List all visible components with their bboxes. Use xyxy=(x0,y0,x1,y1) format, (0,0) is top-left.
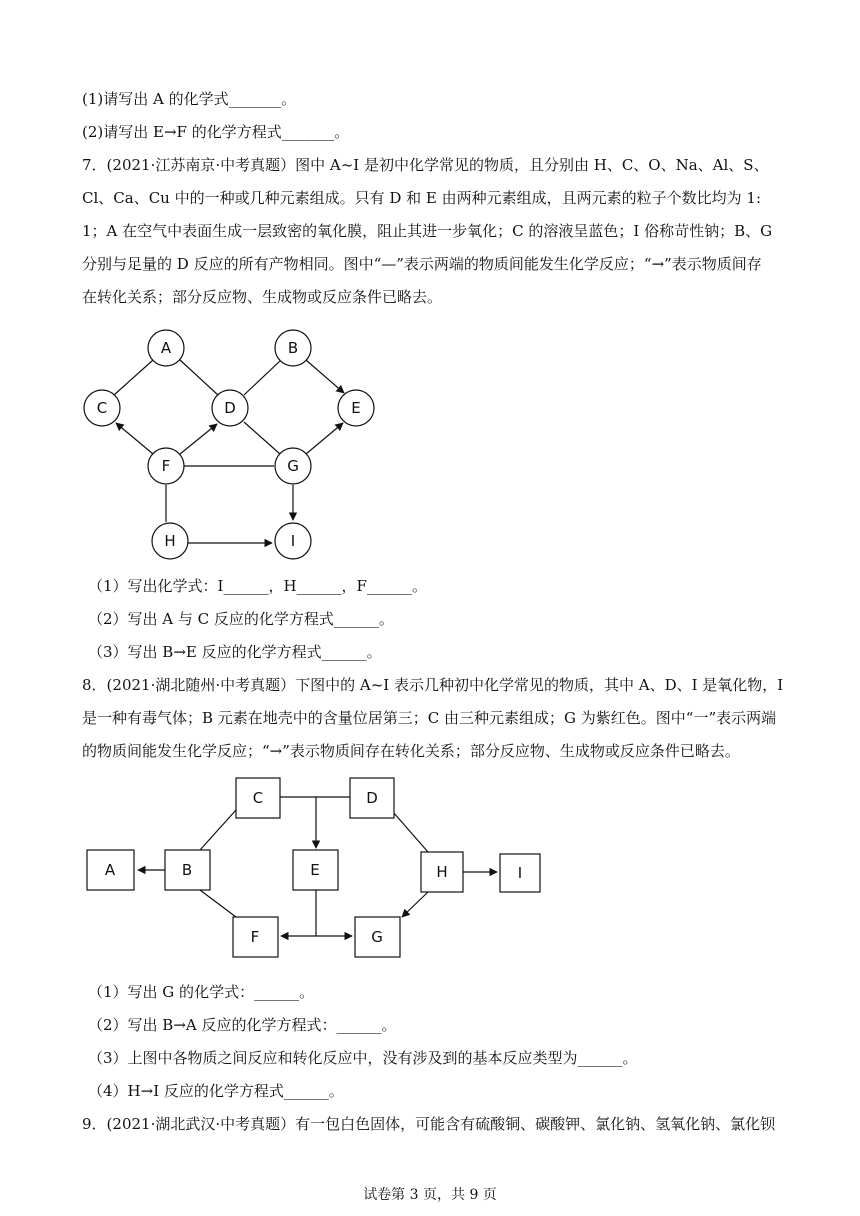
q8-label-f: F xyxy=(250,928,260,946)
q7-diagram xyxy=(114,360,344,543)
q6-sub1: (1)请写出 A 的化学式_______。 xyxy=(82,90,297,108)
q8-line-1: 8．(2021·湖北随州·中考真题）下图中的 A~I 表示几种初中化学常见的物质，其中 A、D、I 是氧化物，I xyxy=(82,676,784,694)
q8-question-3: （3）上图中各物质之间反应和转化反应中，没有涉及到的基本反应类型为______。 xyxy=(88,1049,638,1067)
q8-label-g: G xyxy=(371,928,383,946)
q8-edge-d-h xyxy=(393,812,428,852)
q7-line-3: 1；A 在空气中表面生成一层致密的氧化膜，阻止其进一步氧化；C 的溶液呈蓝色；I 俗称苛性钠；B、G xyxy=(82,222,773,240)
q7-label-i: I xyxy=(290,532,296,550)
q7-edge-a-d xyxy=(180,360,218,395)
q7-line-5: 在转化关系；部分反应物、生成物或反应条件已略去。 xyxy=(82,288,443,306)
q7-question-2: （2）写出 A 与 C 反应的化学方程式______。 xyxy=(88,610,394,628)
q7-arrow-g-e xyxy=(306,423,343,454)
q7-label-f: F xyxy=(161,457,171,475)
q7-line-4: 分别与足量的 D 反应的所有产物相同。图中“—”表示两端的物质间能发生化学反应；“→”表示物质间存 xyxy=(82,255,762,273)
q8-line-2: 是一种有毒气体；B 元素在地壳中的含量位居第三；C 由三种元素组成；G 为紫红色。图中“一”表示两端 xyxy=(82,709,777,727)
q7-label-b: B xyxy=(287,339,299,357)
q8-edge-b-f xyxy=(200,890,236,917)
q7-arrow-f-d xyxy=(180,424,217,454)
q7-question-3: （3）写出 B→E 反应的化学方程式______。 xyxy=(88,643,382,661)
q7-label-a: A xyxy=(160,339,172,357)
q7-label-c: C xyxy=(96,399,108,417)
q7-edge-a-c xyxy=(114,360,153,395)
q8-label-a: A xyxy=(104,861,116,879)
q7-arrow-b-e xyxy=(306,360,344,393)
q8-question-2: （2）写出 B→A 反应的化学方程式：______。 xyxy=(88,1016,397,1034)
q7-label-g: G xyxy=(287,457,299,475)
q7-line-2: Cl、Ca、Cu 中的一种或几种元素组成。只有 D 和 E 由两种元素组成，且两元素的粒子个数比均为 1: xyxy=(82,189,762,207)
q8-label-b: B xyxy=(181,861,193,879)
q8-label-c: C xyxy=(252,789,264,807)
q7-arrow-f-c xyxy=(116,423,153,454)
q6-sub2: (2)请写出 E→F 的化学方程式_______。 xyxy=(82,123,350,141)
q7-label-h: H xyxy=(164,532,176,550)
q7-label-e: E xyxy=(351,399,361,417)
page-footer: 试卷第 3 页，共 9 页 xyxy=(363,1187,497,1203)
q8-label-d: D xyxy=(366,789,378,807)
q8-question-4: （4）H→I 反应的化学方程式______。 xyxy=(88,1082,344,1100)
q7-edge-b-d xyxy=(244,360,281,395)
q8-label-e: E xyxy=(310,861,320,879)
q8-question-1: （1）写出 G 的化学式：______。 xyxy=(88,983,315,1001)
q8-label-i: I xyxy=(517,864,523,882)
q7-question-1: （1）写出化学式：I______，H______，F______。 xyxy=(88,577,427,595)
q8-arrow-h-g xyxy=(402,892,428,917)
q8-label-h: H xyxy=(436,863,448,881)
q7-label-d: D xyxy=(224,399,236,417)
q8-edge-c-b xyxy=(200,810,236,850)
q7-line-1: 7．(2021·江苏南京·中考真题）图中 A~I 是初中化学常见的物质，且分别由 H、C、O、Na、Al、S、 xyxy=(82,156,769,174)
q7-edge-d-g xyxy=(244,422,280,454)
q9-line-1: 9．(2021·湖北武汉·中考真题）有一包白色固体，可能含有硫酸铜、碳酸钾、氯化钠、氢氧化钠、氯化钡 xyxy=(82,1115,776,1133)
q8-line-3: 的物质间能发生化学反应；“→”表示物质间存在转化关系；部分反应物、生成物或反应条件已略去。 xyxy=(82,742,740,760)
